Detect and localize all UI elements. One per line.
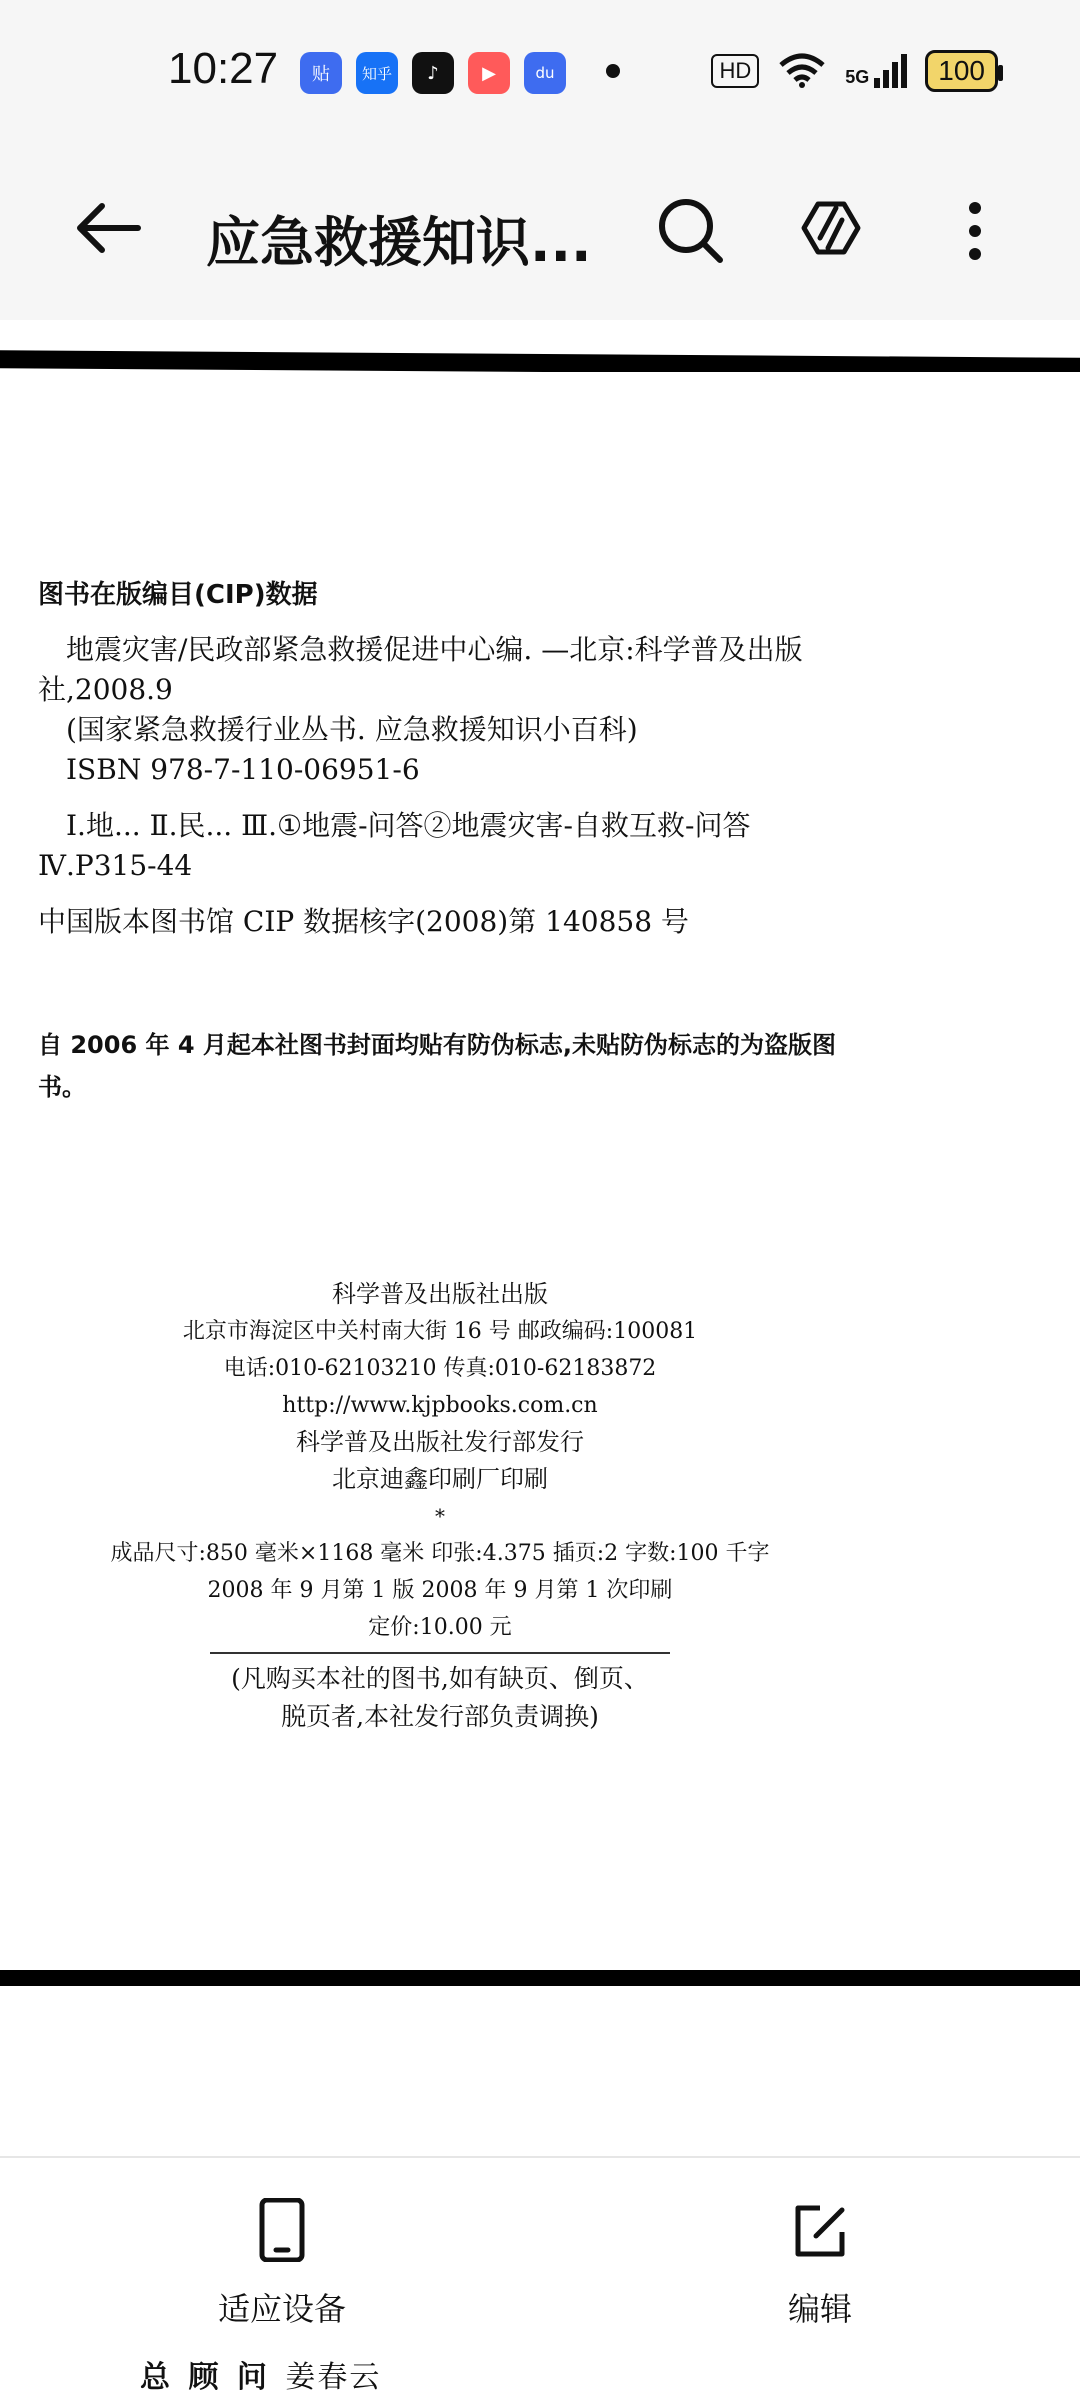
battery-indicator: 100: [925, 50, 998, 92]
divider: [210, 1652, 670, 1654]
fit-device-button[interactable]: [212, 2198, 352, 2330]
page-title: 应急救援知识...: [206, 211, 592, 274]
notification-app-icons: [300, 52, 566, 94]
reader-toolbar: [0, 130, 1080, 320]
video-app-icon: ▶: [468, 52, 510, 94]
publisher-line: 北京迪鑫印刷厂印刷: [332, 1465, 548, 1493]
more-options-icon[interactable]: [940, 196, 1010, 266]
cellular-signal-icon: [845, 54, 907, 88]
publisher-line: 2008 年 9 月第 1 版 2008 年 9 月第 1 次印刷: [207, 1578, 673, 1603]
edit-icon: [790, 2198, 850, 2262]
cip-line: 中国版本图书馆 CIP 数据核字(2008)第 140858 号: [38, 905, 689, 938]
status-time: 10:27: [168, 44, 279, 93]
anti-counterfeit-notice: 自 2006 年 4 月起本社图书封面均贴有防伪标志,未贴防伪标志的为盗版图书。: [38, 1031, 837, 1101]
search-icon[interactable]: [656, 196, 726, 266]
edit-label: 编辑: [787, 2290, 852, 2328]
tieba-app-icon: 贴: [300, 52, 342, 94]
status-indicators: [711, 50, 998, 92]
publisher-line: 电话:010-62103210 传真:010-62183872: [223, 1356, 657, 1381]
page-scan-border-bottom: [0, 1970, 1080, 1986]
publisher-line: 科学普及出版社发行部发行: [296, 1428, 584, 1456]
publisher-line: 北京市海淀区中关村南大街 16 号 邮政编码:100081: [182, 1319, 698, 1344]
back-arrow-icon[interactable]: [72, 198, 142, 258]
phone-icon: [252, 2198, 312, 2262]
network-type: 5G: [845, 67, 870, 87]
douyin-app-icon: ♪: [412, 52, 454, 94]
baidu-app-icon: du: [524, 52, 566, 94]
cip-line: Ⅰ.地... Ⅱ.民... Ⅲ.①地震-问答②地震灾害-自救互救-问答 Ⅳ.P315-44: [38, 809, 751, 882]
publisher-line: 定价:10.00 元: [368, 1615, 512, 1640]
zhihu-app-icon: 知乎: [356, 52, 398, 94]
cip-record: [38, 630, 858, 942]
return-notice-line: 脱页者,本社发行部负责调换): [281, 1702, 599, 1731]
fit-device-label: 适应设备: [217, 2290, 346, 2328]
advisor-label: 总 顾 问: [140, 2360, 271, 2395]
edit-button[interactable]: [760, 2198, 880, 2330]
cip-line: 地震灾害/民政部紧急救援促进中心编. —北京:科学普及出版社,2008.9: [38, 633, 803, 706]
advisor-line: [140, 2352, 381, 2396]
hd-badge: HD: [711, 54, 759, 88]
publisher-line: 科学普及出版社出版: [332, 1280, 548, 1308]
return-notice-line: (凡购买本社的图书,如有缺页、倒页、: [231, 1664, 649, 1693]
publisher-line: 成品尺寸:850 毫米×1168 毫米 印张:4.375 插页:2 字数:100 千字: [110, 1541, 770, 1566]
advisor-name: 姜春云: [285, 2360, 382, 2395]
publisher-info: [0, 1276, 880, 1736]
wifi-icon: [777, 53, 827, 89]
publisher-line: http://www.kjpbooks.com.cn: [282, 1393, 598, 1418]
publisher-line: *: [435, 1504, 445, 1528]
cip-line: ISBN 978-7-110-06951-6: [66, 753, 420, 786]
more-notifications-dot: [606, 64, 620, 78]
status-bar: [0, 0, 1080, 130]
theme-switch-icon[interactable]: [796, 196, 866, 266]
cip-title: 图书在版编目(CIP)数据: [38, 580, 318, 610]
cip-line: (国家紧急救援行业丛书. 应急救援知识小百科): [66, 713, 638, 746]
